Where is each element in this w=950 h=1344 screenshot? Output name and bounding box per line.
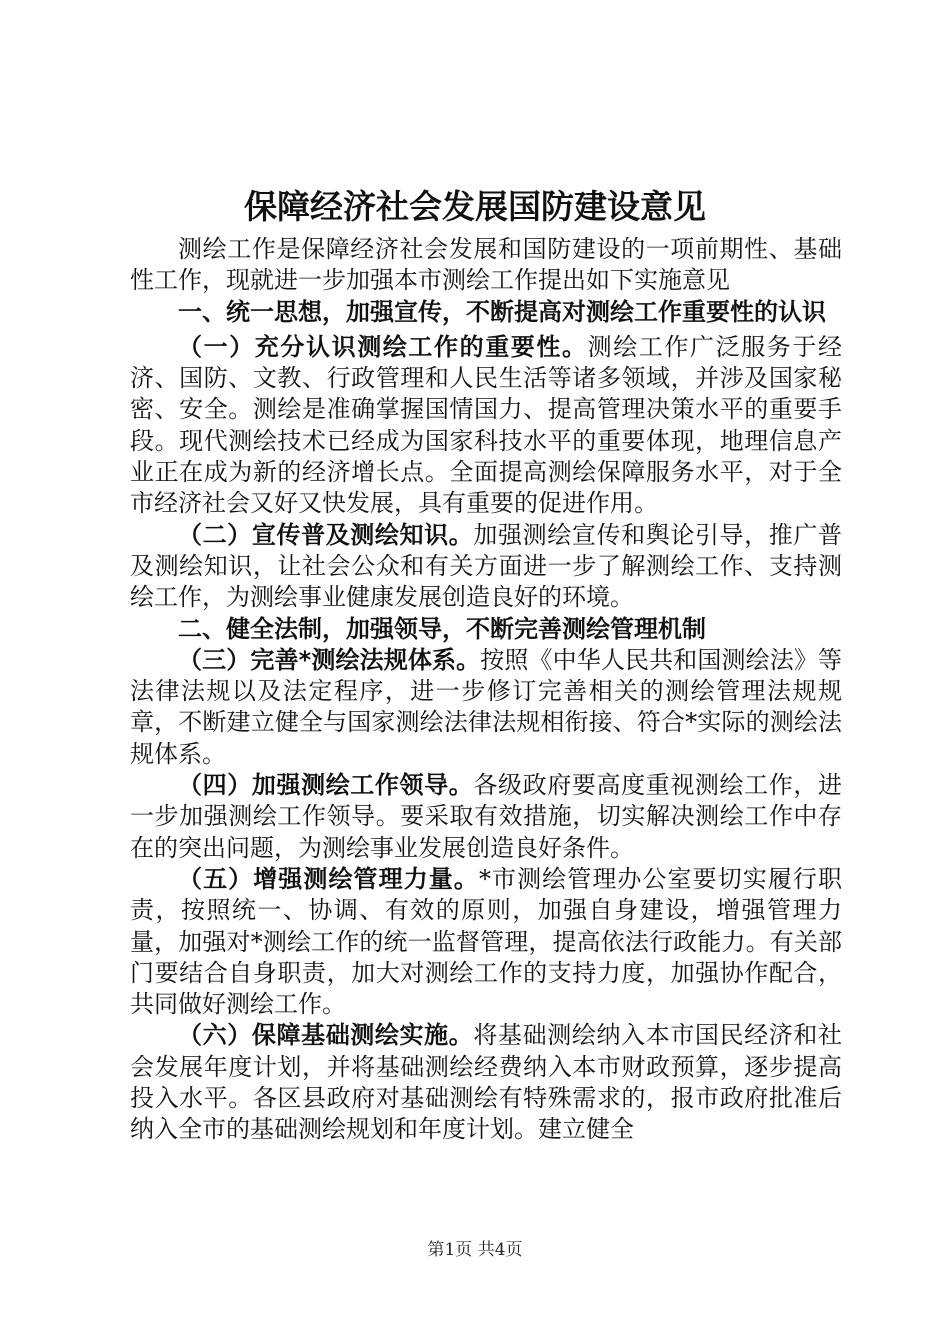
item-paragraph-5 — [130, 864, 842, 1020]
item-lead: （二）宣传普及测绘知识。 — [178, 520, 474, 549]
intro-paragraph: 测绘工作是保障经济社会发展和国防建设的一项前期性、基础性工作，现就进一步加强本市测绘工作提出如下实施意见 — [130, 235, 842, 295]
item-text: 将基础测绘纳入本市国民经济和社会发展年度计划，并将基础测绘经费纳入本市财政预算，逐步提高投入水平。各区县政府对基础测绘有特殊需求的，报市政府批准后纳入全市的基础测绘规划和年度计划。建立健全 — [130, 1021, 843, 1144]
item-text: *市测绘管理办公室要切实履行职责，按照统一、协调、有效的原则，加强自身建设，增强管理力量，加强对*测绘工作的统一监督管理，提高依法行政能力。有关部门要结合自身职责，加大对测绘工作的支持力度，加强协作配合，共同做好测绘工作。 — [130, 864, 843, 1019]
document-title: 保障经济社会发展国防建设意见 — [244, 187, 706, 226]
item-text: 加强测绘宣传和舆论引导，推广普及测绘知识，让社会公众和有关方面进一步了解测绘工作、支持测绘工作，为测绘事业健康发展创造良好的环境。 — [130, 520, 843, 612]
item-paragraph-4 — [130, 770, 842, 864]
section-heading-2: 二、健全法制，加强领导，不断完善测绘管理机制 — [178, 614, 706, 643]
item-lead: （五）增强测绘管理力量。 — [178, 864, 479, 893]
page-footer: 第1页 共4页 — [427, 1240, 523, 1260]
item-text: 按照《中华人民共和国测绘法》等法律法规以及法定程序，进一步修订完善相关的测绘管理法规规章，不断建立健全与国家测绘法律法规相衔接、符合*实际的测绘法规体系。 — [130, 645, 843, 768]
item-paragraph-2 — [130, 520, 842, 614]
section-heading-1: 一、统一思想，加强宣传，不断提高对测绘工作重要性的认识 — [178, 297, 826, 326]
item-lead: （六）保障基础测绘实施。 — [178, 1021, 474, 1050]
item-paragraph-1 — [130, 332, 842, 520]
item-lead: （三）完善*测绘法规体系。 — [178, 645, 481, 674]
item-lead: （四）加强测绘工作领导。 — [178, 771, 474, 800]
item-paragraph-3 — [130, 645, 842, 770]
item-text: 各级政府要高度重视测绘工作，进一步加强测绘工作领导。要采取有效措施，切实解决测绘工作中存在的突出问题，为测绘事业发展创造良好条件。 — [130, 771, 843, 862]
item-paragraph-6 — [130, 1020, 842, 1145]
document-body — [130, 234, 842, 1146]
item-lead: （一）充分认识测绘工作的重要性。 — [178, 332, 588, 361]
item-text: 测绘工作广泛服务于经济、国防、文教、行政管理和人民生活等诸多领域，并涉及国家秘密、安全。测绘是准确掌握国情国力、提高管理决策水平的重要手段。现代测绘技术已经成为国家科技水平的重要体现，地理信息产业正在成为新的经济增长点。全面提高测绘保障服务水平，对于全市经济社会又好又快发展，具有重要的促进作用。 — [130, 332, 843, 518]
